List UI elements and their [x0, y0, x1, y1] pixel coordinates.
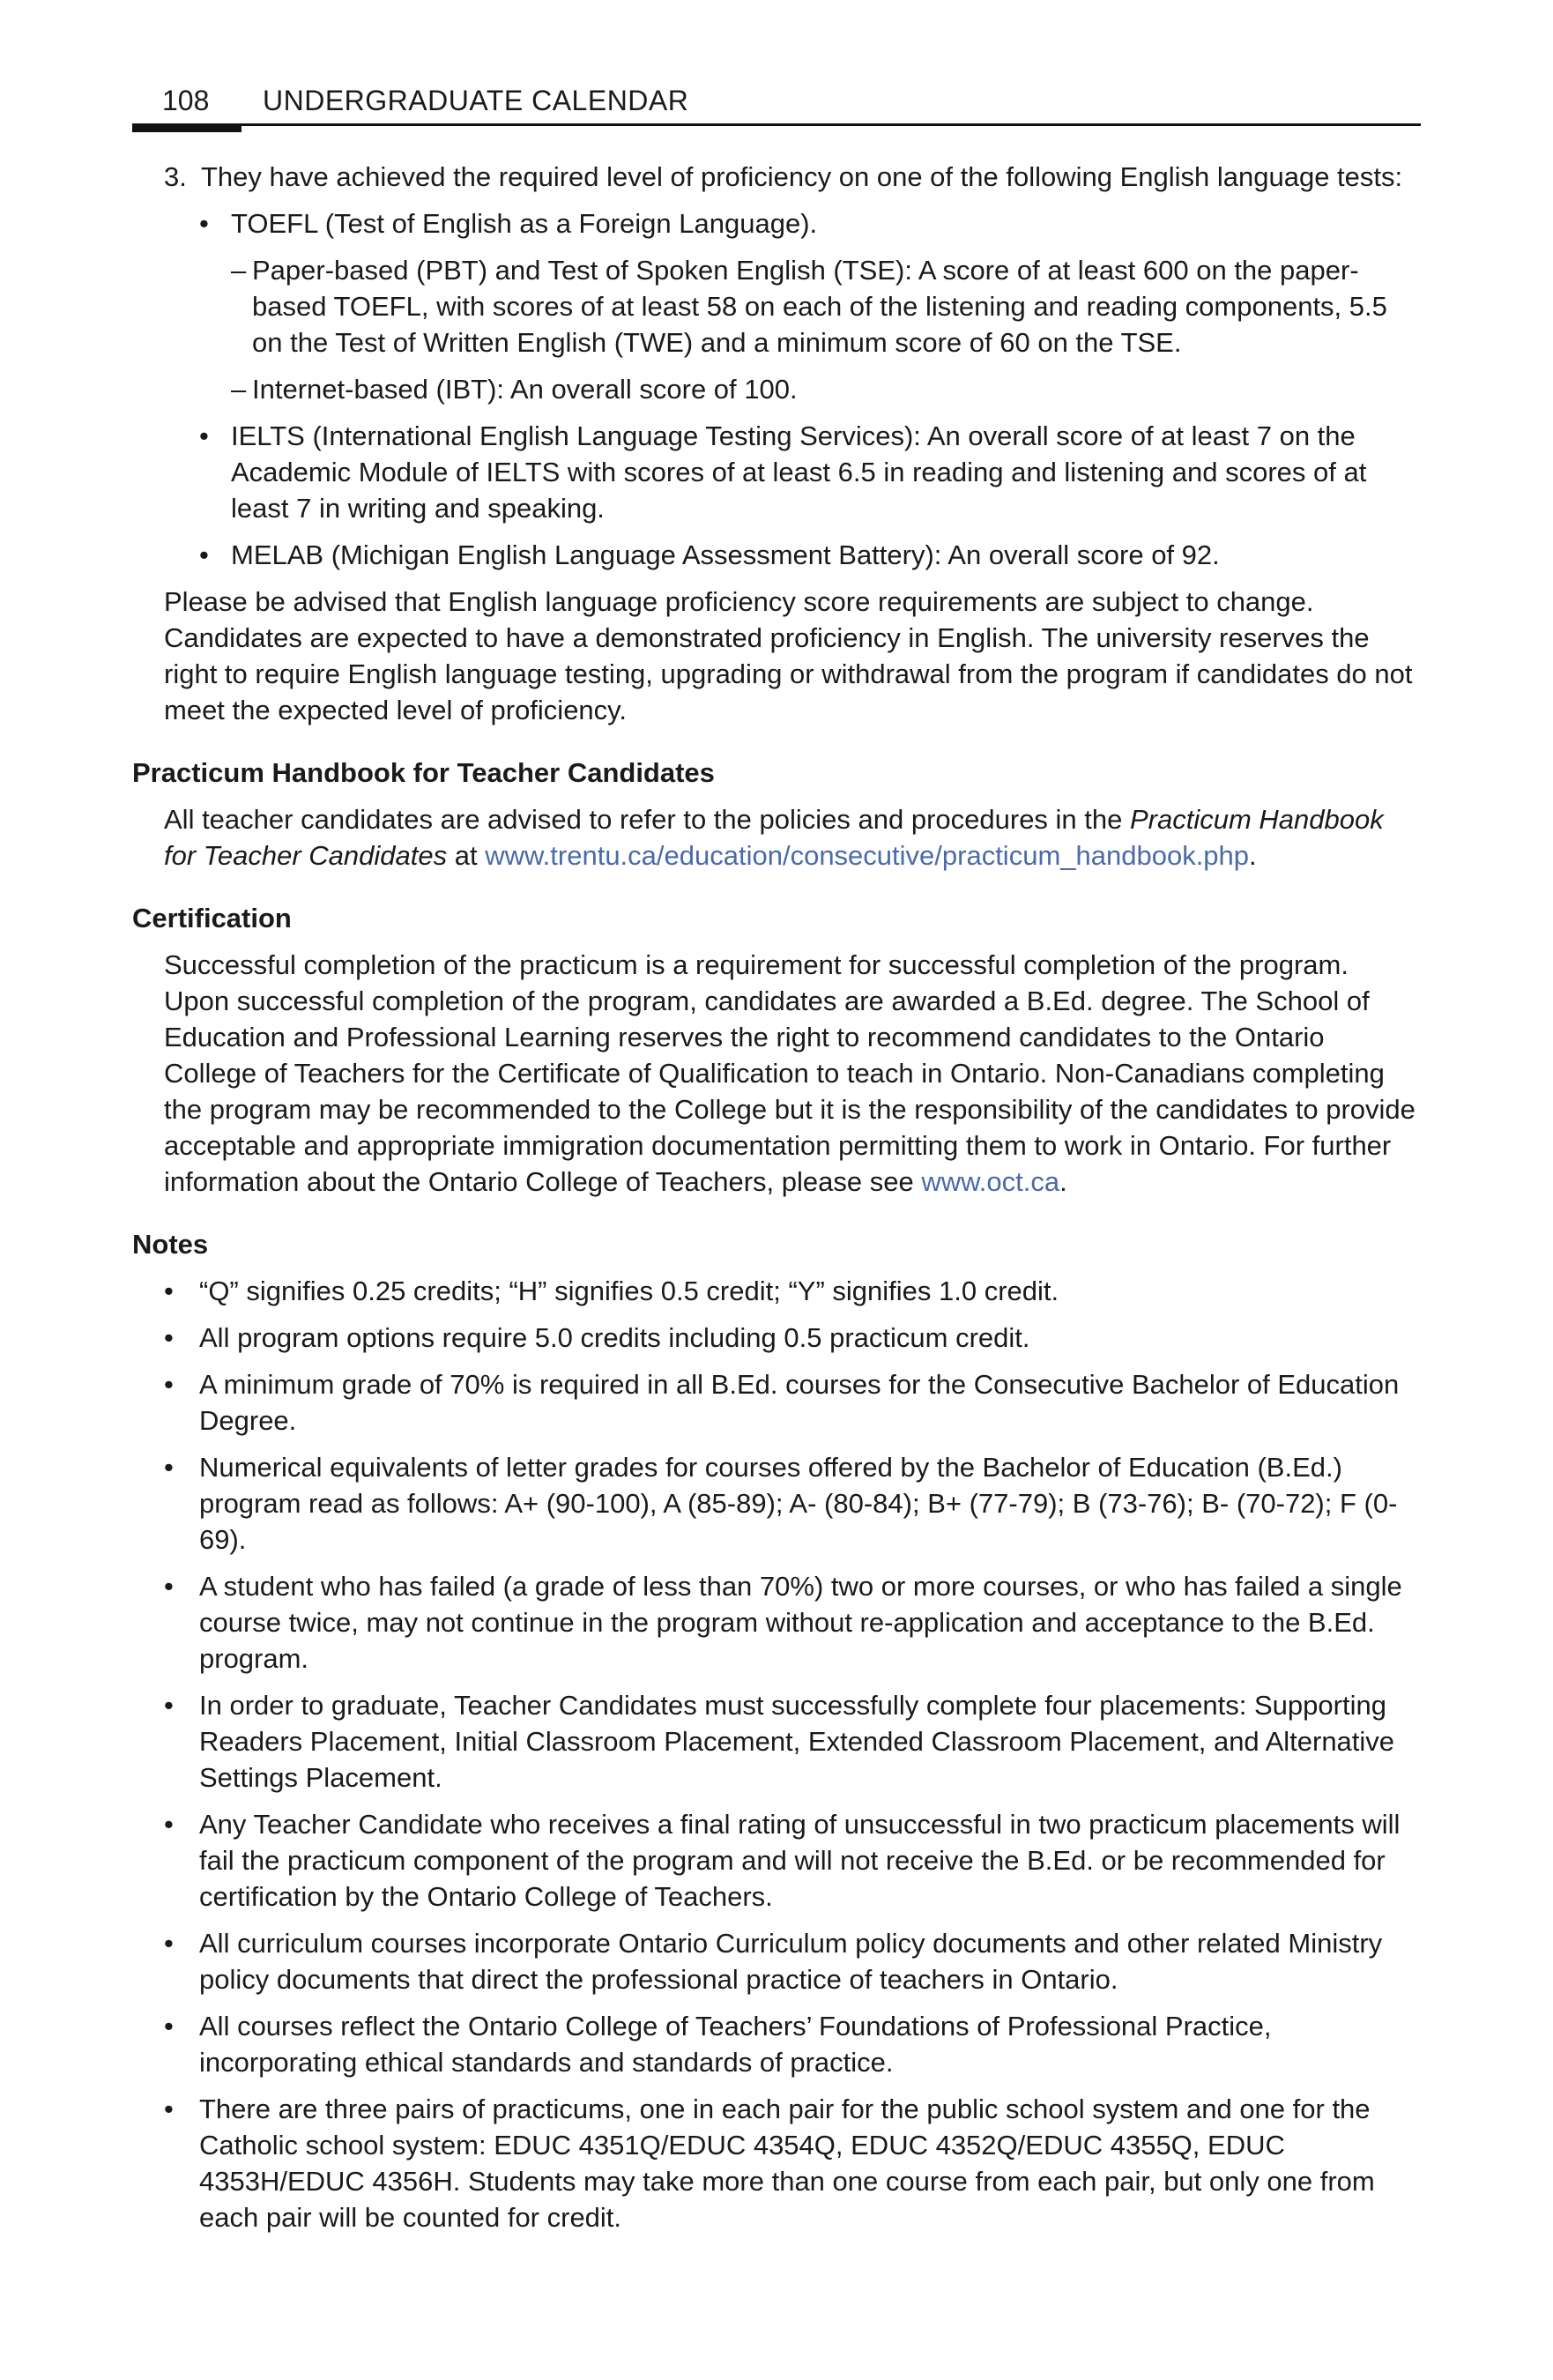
list-item	[132, 1366, 1421, 1439]
note-text: There are three pairs of practicums, one in each pair for the public school system and one for the Catholic school system: EDUC 4351Q/EDUC 4354Q, EDUC 4352Q/EDUC 4355Q, EDUC 4353H/EDUC 4356H. Students may take more than one course from each pair, but only one from each pair will be counted for credit.	[199, 2094, 1375, 2233]
note-text: A minimum grade of 70% is required in all B.Ed. courses for the Consecutive Bachelor of Education Degree.	[199, 1369, 1400, 1436]
notes-heading: Notes	[132, 1229, 209, 1260]
oct-link[interactable]: www.oct.ca	[921, 1166, 1060, 1197]
list-item	[132, 1925, 1421, 1997]
toefl-pbt-text: Paper-based (PBT) and Test of Spoken English (TSE): A score of at least 600 on the paper-based TOEFL, with scores of at least 58 on each of the listening and reading components, 5.5 on the Test of Written English (TWE) and a minimum score of 60 on the TSE.	[252, 255, 1387, 358]
melab-item	[132, 537, 1421, 573]
list-item	[132, 1568, 1421, 1677]
requirement-number: 3.	[164, 161, 187, 192]
bullet-icon: •	[199, 420, 209, 451]
toefl-ibt-text: Internet-based (IBT): An overall score of 100.	[252, 374, 798, 405]
note-text: All courses reflect the Ontario College of Teachers’ Foundations of Professional Practice, incorporating ethical standards and standards of practice.	[199, 2011, 1272, 2078]
practicum-heading: Practicum Handbook for Teacher Candidates	[132, 757, 715, 788]
notes-list	[132, 1273, 1421, 2235]
list-item	[132, 1320, 1421, 1356]
ielts-item	[132, 418, 1421, 526]
list-item	[132, 2008, 1421, 2080]
dash-icon: –	[231, 374, 247, 405]
header-rule-accent	[132, 123, 241, 132]
bullet-icon: •	[164, 1571, 174, 1602]
requirement-3	[132, 159, 1421, 195]
bullet-icon: •	[164, 2094, 174, 2124]
advisory-paragraph: Please be advised that English language proficiency score requirements are subject to change. Candidates are expected to have a demonstrated proficiency in English. The university reserves the right to require English language testing, upgrading or withdrawal from the program if candidates do not meet the expected level of proficiency.	[164, 586, 1413, 725]
certification-heading: Certification	[132, 903, 292, 933]
note-text: In order to graduate, Teacher Candidates must successfully complete four placements: Supporting Readers Placement, Initial Classroom Placement, Extended Classroom Placement, and Alternative Settings Placement.	[199, 1690, 1395, 1793]
bullet-icon: •	[164, 1928, 174, 1959]
note-text: Numerical equivalents of letter grades for courses offered by the Bachelor of Education (B.Ed.) program read as follows: A+ (90-100), A (85-89); A- (80-84); B+ (77-79); B (73-76); B- (70-72); F (0-69).	[199, 1452, 1398, 1555]
bullet-icon: •	[164, 2011, 174, 2042]
practicum-paragraph	[132, 801, 1421, 874]
running-header	[132, 83, 1421, 136]
header-rule	[132, 123, 1421, 126]
note-text: A student who has failed (a grade of less than 70%) two or more courses, or who has failed a single course twice, may not continue in the program without re-application and acceptance to the B.Ed. program.	[199, 1571, 1402, 1674]
requirement-intro: They have achieved the required level of proficiency on one of the following English language tests:	[201, 161, 1403, 192]
note-text: All program options require 5.0 credits including 0.5 practicum credit.	[199, 1322, 1030, 1353]
bullet-icon: •	[199, 539, 209, 570]
ielts-text: IELTS (International English Language Testing Services): An overall score of at least 7 on the Academic Module of IELTS with scores of at least 6.5 in reading and listening and scores of at least 7 in writing and speaking.	[231, 420, 1367, 524]
certification-period: .	[1059, 1166, 1067, 1197]
list-item	[132, 1687, 1421, 1796]
bullet-icon: •	[164, 1452, 174, 1483]
melab-text: MELAB (Michigan English Language Assessment Battery): An overall score of 92.	[231, 539, 1220, 570]
list-item	[132, 1806, 1421, 1915]
note-text: All curriculum courses incorporate Ontario Curriculum policy documents and other related Ministry policy documents that direct the professional practice of teachers in Ontario.	[199, 1928, 1383, 1995]
dash-icon: –	[231, 255, 247, 286]
handbook-title: Practicum Handbook for Teacher Candidates	[164, 804, 1384, 871]
certification-paragraph	[132, 947, 1421, 1200]
bullet-icon: •	[164, 1322, 174, 1353]
toefl-ibt-item	[132, 371, 1421, 407]
toefl-pbt-item	[132, 252, 1421, 361]
list-item	[132, 1449, 1421, 1558]
certification-text: Successful completion of the practicum is a requirement for successful completion of the program. Upon successful completion of the program, candidates are awarded a B.Ed. degree. The School of Education and Professional Learning reserves the right to recommend candidates to the Ontario College of Teachers for the Certificate of Qualification to teach in Ontario. Non-Canadians completing the program may be recommended to the College but it is the responsibility of the candidates to provide acceptable and appropriate immigration documentation permitting them to work in Ontario. For further information about the Ontario College of Teachers, please see	[164, 949, 1416, 1197]
bullet-icon: •	[164, 1369, 174, 1400]
note-text: “Q” signifies 0.25 credits; “H” signifies 0.5 credit; “Y” signifies 1.0 credit.	[199, 1276, 1059, 1306]
toefl-item	[132, 205, 1421, 242]
list-item	[132, 2091, 1421, 2235]
body-text	[132, 159, 1421, 2235]
practicum-period: .	[1249, 840, 1257, 871]
note-text: Any Teacher Candidate who receives a final rating of unsuccessful in two practicum placements will fail the practicum component of the program and will not receive the B.Ed. or be recommended for certification by the Ontario College of Teachers.	[199, 1809, 1401, 1912]
bullet-icon: •	[164, 1276, 174, 1306]
practicum-text: All teacher candidates are advised to refer to the policies and procedures in the	[164, 804, 1130, 835]
running-title: UNDERGRADUATE CALENDAR	[263, 85, 689, 116]
practicum-text-at: at	[447, 840, 486, 871]
handbook-link[interactable]: www.trentu.ca/education/consecutive/practicum_handbook.php	[485, 840, 1250, 871]
bullet-icon: •	[164, 1690, 174, 1721]
bullet-icon: •	[164, 1809, 174, 1840]
toefl-label: TOEFL (Test of English as a Foreign Language).	[231, 208, 818, 239]
list-item	[132, 1273, 1421, 1309]
bullet-icon: •	[199, 208, 209, 239]
page-number: 108	[162, 85, 210, 116]
